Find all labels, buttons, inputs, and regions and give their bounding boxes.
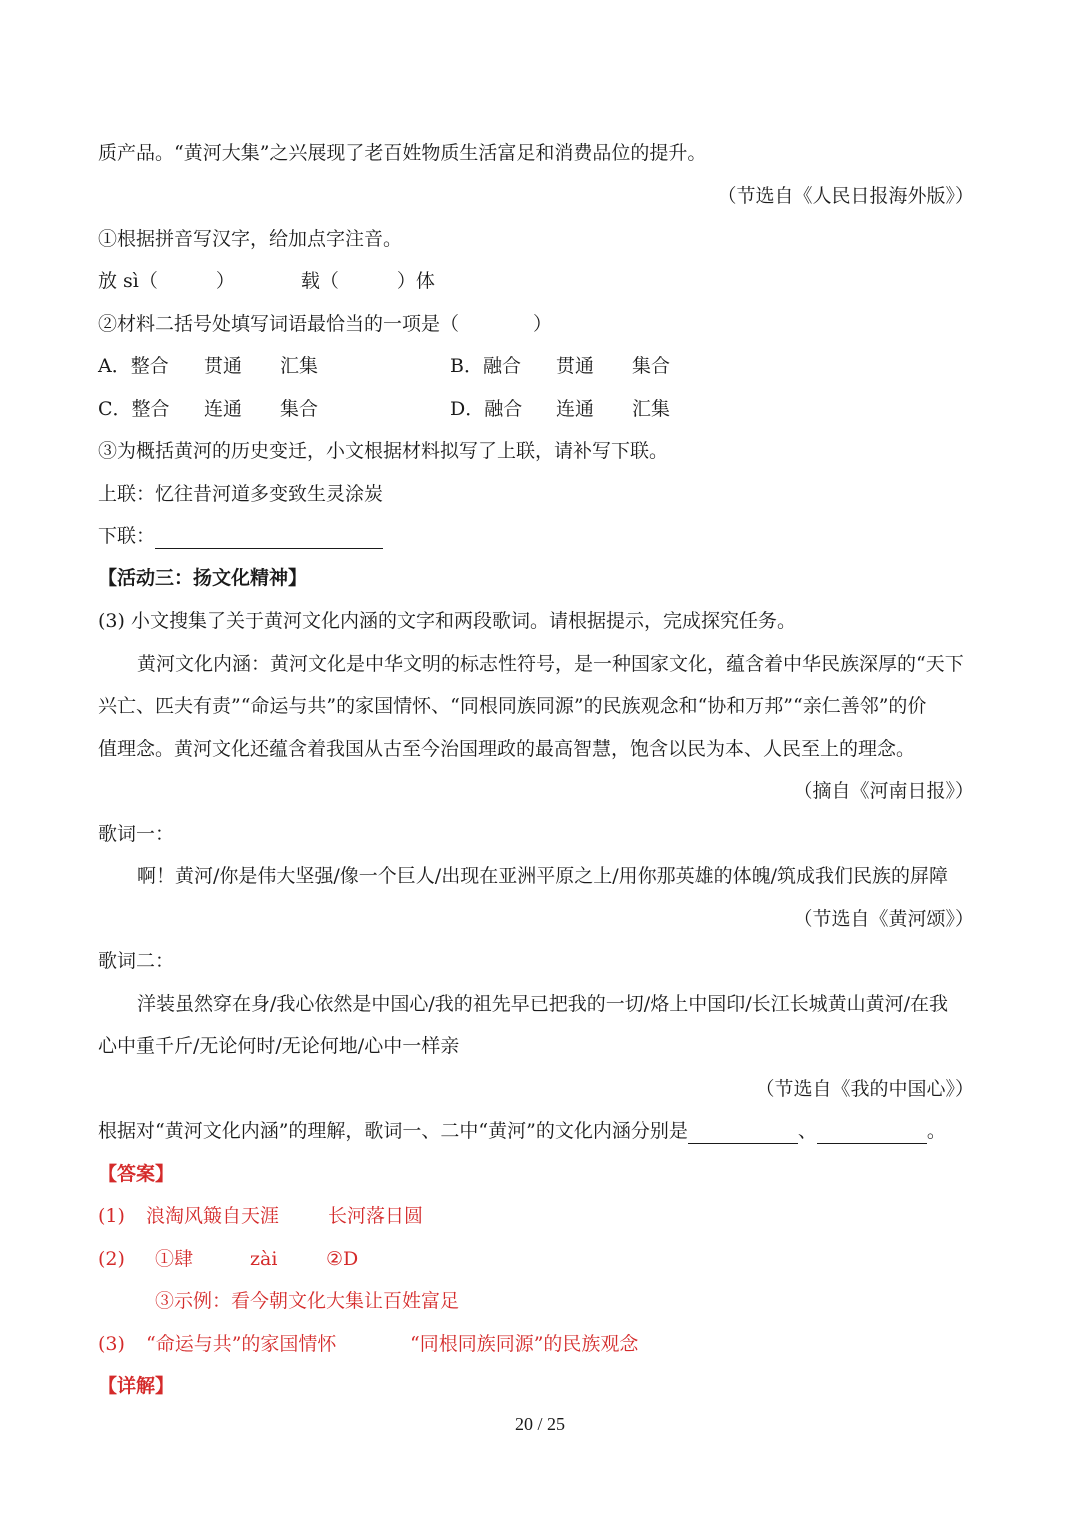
couplet-lower: [98, 523, 383, 549]
culture-source: （摘自《河南日报》）: [793, 780, 974, 802]
final-question-text: 根据对“黄河文化内涵”的理解，歌词一、二中“黄河”的文化内涵分别是: [98, 1120, 688, 1142]
culture-line-3: 值理念。黄河文化还蕴含着我国从古至今治国理政的最高智慧，饱含以民为本、人民至上的理念。: [98, 738, 916, 760]
q1-prompt: ①根据拼音写汉字，给加点字注音。: [98, 228, 403, 250]
q2-prompt: [98, 311, 552, 337]
q1-a-pre: 放 sì（: [98, 270, 158, 292]
q2-prompt-text: ②材料二括号处填写词语最恰当的一项是（: [98, 313, 460, 335]
lyric2-title: 歌词二：: [98, 950, 175, 972]
q2-option-c: C．整合 连通 集合: [98, 398, 319, 420]
intro-tail-text: 质产品。“黄河大集”之兴展现了老百姓物质生活富足和消费品位的提升。: [98, 142, 707, 164]
final-blank-2: [817, 1123, 927, 1144]
lyric2-source: （节选自《我的中国心》）: [755, 1078, 974, 1100]
q2-prompt-end: ）: [533, 313, 553, 335]
q2-option-b: B．融合 贯通 集合: [450, 355, 671, 377]
q2-option-a: A．整合 贯通 汇集: [98, 355, 319, 377]
activity3-heading: 【活动三：扬文化精神】: [98, 567, 308, 589]
source-citation-1: （节选自《人民日报海外版》）: [717, 185, 974, 207]
culture-line-1: 黄河文化内涵：黄河文化是中华文明的标志性符号，是一种国家文化，蕴含着中华民族深厚的“天下: [137, 653, 964, 675]
answer-3: (3) “命运与共”的家国情怀 “同根同族同源”的民族观念: [98, 1333, 639, 1355]
final-question: 根据对“黄河文化内涵”的理解，歌词一、二中“黄河”的文化内涵分别是 、 。: [98, 1120, 946, 1142]
lyric2-line-1: 洋装虽然穿在身/我心依然是中国心/我的祖先早已把我的一切/烙上中国印/长江长城黄山黄河/在我: [137, 993, 949, 1015]
q1-a-post: ）: [215, 270, 235, 292]
lyric1-title: 歌词一：: [98, 823, 175, 845]
answer-1: (1) 浪淘风簸自天涯 长河落日圆: [98, 1205, 424, 1227]
detail-header: 【详解】: [98, 1375, 175, 1397]
final-blank-1: [688, 1123, 798, 1144]
task3-text: (3) 小文搜集了关于黄河文化内涵的文字和两段歌词。请根据提示，完成探究任务。: [98, 610, 796, 632]
answer-2: (2) ①肆 zài ②D: [98, 1248, 359, 1270]
q3-prompt: ③为概括黄河的历史变迁，小文根据材料拟写了上联，请补写下联。: [98, 440, 669, 462]
couplet-upper: 上联：忆往昔河道多变致生灵涂炭: [98, 483, 384, 505]
lyric2-line-2: 心中重千斤/无论何时/无论何地/心中一样亲: [98, 1035, 460, 1057]
couplet-lower-blank: [155, 528, 383, 549]
q1-b-post: ）体: [396, 270, 435, 292]
culture-line-2: 兴亡、匹夫有责”“命运与共”的家国情怀、“同根同族同源”的民族观念和“协和万邦”“亲仁善邻”的价: [98, 695, 927, 717]
page-number: 20 / 25: [514, 1414, 565, 1434]
lyric1-text: 啊！黄河/你是伟大坚强/像一个巨人/出现在亚洲平原之上/用你那英雄的体魄/筑成我们民族的屏障: [137, 865, 949, 887]
answer-2-part-3: ③示例：看今朝文化大集让百姓富足: [155, 1290, 460, 1312]
q1-b-pre: 载（: [300, 270, 339, 292]
lyric1-source: （节选自《黄河颂》）: [793, 908, 974, 930]
couplet-lower-label: 下联：: [98, 525, 156, 547]
answer-header: 【答案】: [98, 1163, 175, 1185]
q2-option-d: D．融合 连通 汇集: [450, 398, 671, 420]
q1-blanks: [98, 268, 435, 294]
